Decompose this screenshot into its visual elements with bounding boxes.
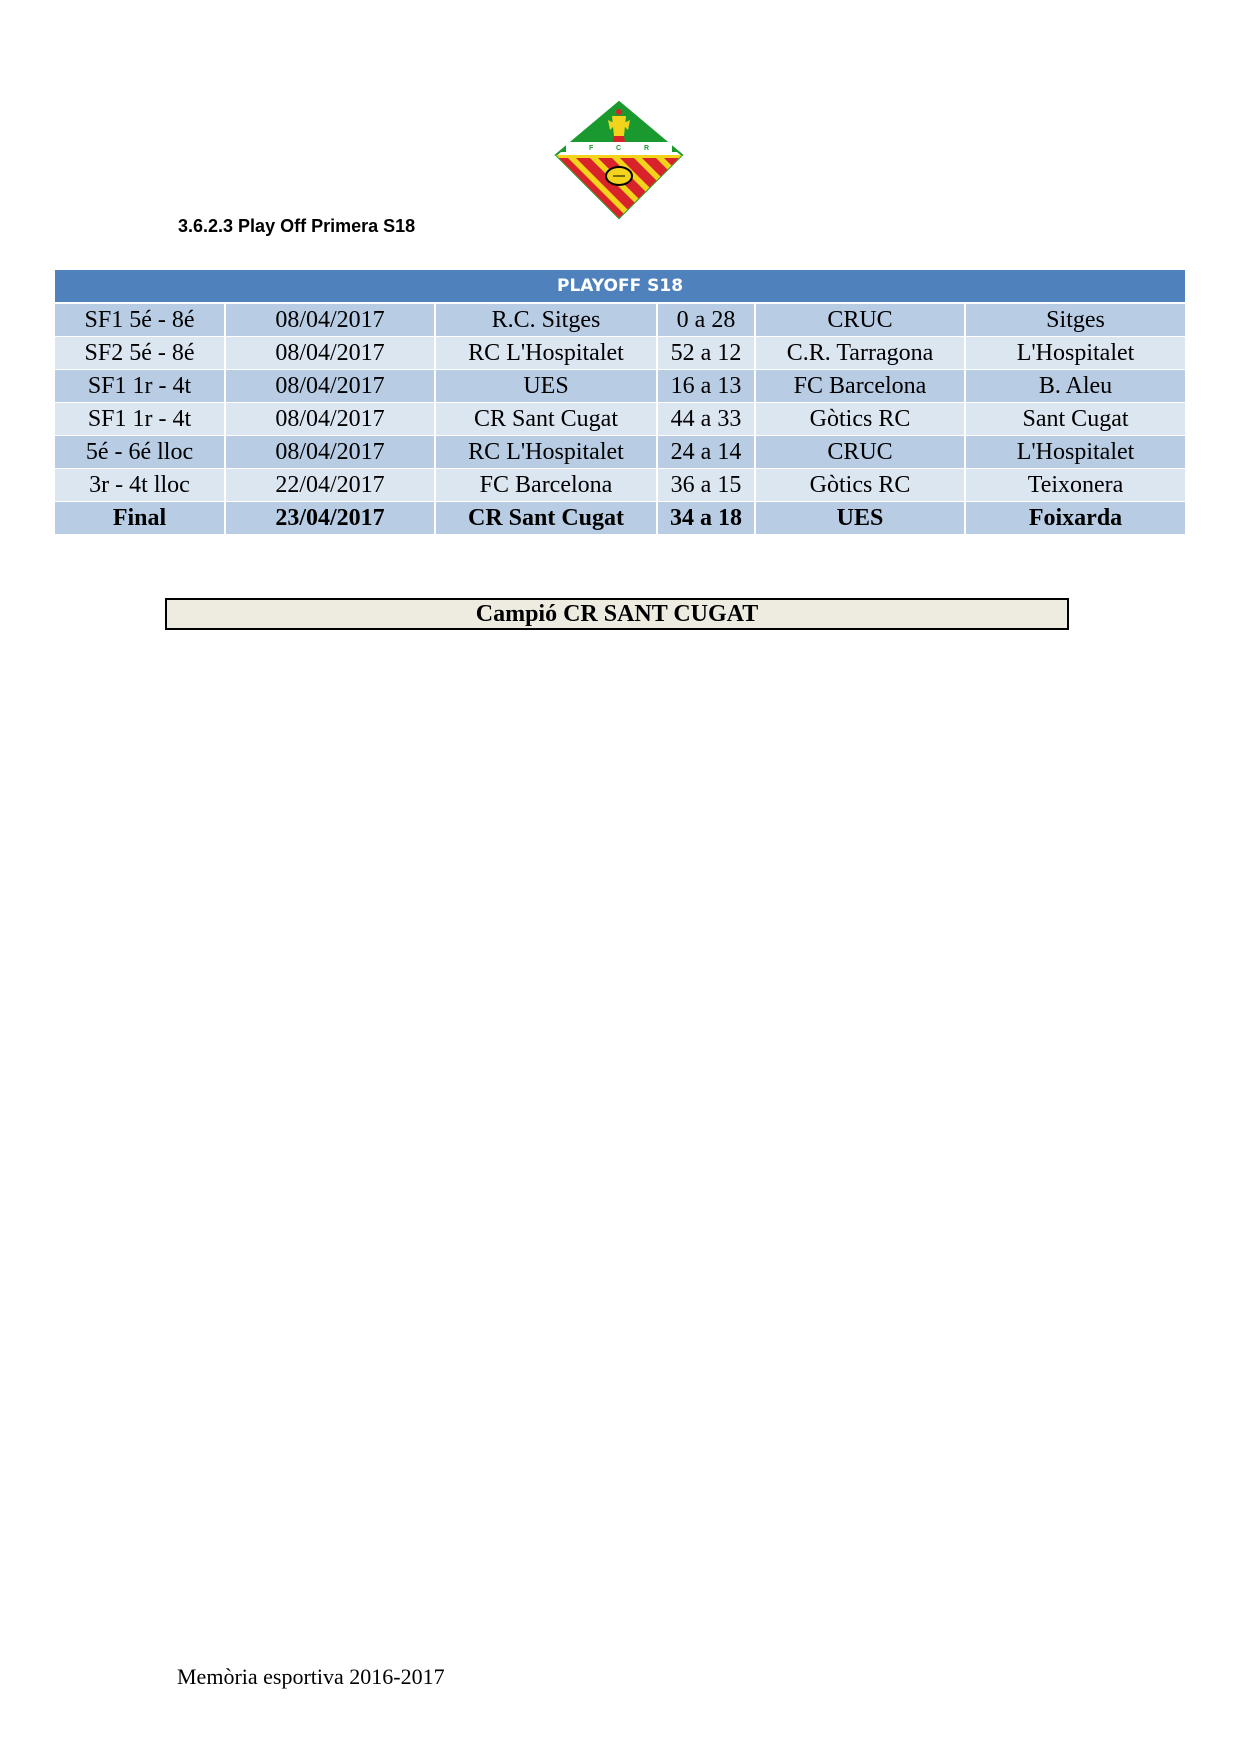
page-footer: Memòria esportiva 2016-2017 bbox=[177, 1664, 445, 1689]
table-row bbox=[55, 403, 1185, 436]
away-team-cell: CRUC bbox=[755, 303, 965, 337]
section-title: 3.6.2.3 Play Off Primera S18 bbox=[178, 216, 416, 236]
date-cell: 22/04/2017 bbox=[225, 469, 435, 502]
table-row bbox=[55, 436, 1185, 469]
away-team-cell: CRUC bbox=[755, 436, 965, 469]
table-header: PLAYOFF S18 bbox=[55, 270, 1185, 303]
score-cell: 34 a 18 bbox=[657, 502, 755, 535]
table-row-final bbox=[55, 502, 1185, 535]
home-team-cell: RC L'Hospitalet bbox=[435, 436, 657, 469]
away-team-cell: UES bbox=[755, 502, 965, 535]
round-cell: SF2 5é - 8é bbox=[55, 337, 225, 370]
date-cell: 08/04/2017 bbox=[225, 370, 435, 403]
round-cell: SF1 1r - 4t bbox=[55, 403, 225, 436]
round-cell: SF1 1r - 4t bbox=[55, 370, 225, 403]
date-cell: 08/04/2017 bbox=[225, 436, 435, 469]
venue-cell: Foixarda bbox=[965, 502, 1185, 535]
date-cell: 08/04/2017 bbox=[225, 403, 435, 436]
score-cell: 52 a 12 bbox=[657, 337, 755, 370]
champion-box: Campió CR SANT CUGAT bbox=[165, 598, 1069, 630]
score-cell: 0 a 28 bbox=[657, 303, 755, 337]
home-team-cell: CR Sant Cugat bbox=[435, 403, 657, 436]
round-cell: Final bbox=[55, 502, 225, 535]
home-team-cell: UES bbox=[435, 370, 657, 403]
home-team-cell: FC Barcelona bbox=[435, 469, 657, 502]
venue-cell: B. Aleu bbox=[965, 370, 1185, 403]
venue-cell: L'Hospitalet bbox=[965, 337, 1185, 370]
playoff-table bbox=[55, 270, 1185, 535]
table-row bbox=[55, 370, 1185, 403]
away-team-cell: Gòtics RC bbox=[755, 403, 965, 436]
date-cell: 08/04/2017 bbox=[225, 337, 435, 370]
date-cell: 23/04/2017 bbox=[225, 502, 435, 535]
logo-letter-f: F bbox=[589, 145, 594, 152]
round-cell: 5é - 6é lloc bbox=[55, 436, 225, 469]
venue-cell: L'Hospitalet bbox=[965, 436, 1185, 469]
venue-cell: Teixonera bbox=[965, 469, 1185, 502]
logo-letter-c: C bbox=[616, 145, 622, 152]
away-team-cell: C.R. Tarragona bbox=[755, 337, 965, 370]
round-cell: 3r - 4t lloc bbox=[55, 469, 225, 502]
round-cell: SF1 5é - 8é bbox=[55, 303, 225, 337]
venue-cell: Sitges bbox=[965, 303, 1185, 337]
away-team-cell: Gòtics RC bbox=[755, 469, 965, 502]
venue-cell: Sant Cugat bbox=[965, 403, 1185, 436]
table-row bbox=[55, 337, 1185, 370]
table-row bbox=[55, 303, 1185, 337]
home-team-cell: R.C. Sitges bbox=[435, 303, 657, 337]
date-cell: 08/04/2017 bbox=[225, 303, 435, 337]
score-cell: 36 a 15 bbox=[657, 469, 755, 502]
score-cell: 24 a 14 bbox=[657, 436, 755, 469]
score-cell: 16 a 13 bbox=[657, 370, 755, 403]
logo-letter-r: R bbox=[644, 145, 650, 152]
home-team-cell: CR Sant Cugat bbox=[435, 502, 657, 535]
away-team-cell: FC Barcelona bbox=[755, 370, 965, 403]
home-team-cell: RC L'Hospitalet bbox=[435, 337, 657, 370]
table-row bbox=[55, 469, 1185, 502]
fcr-logo bbox=[554, 100, 684, 220]
score-cell: 44 a 33 bbox=[657, 403, 755, 436]
